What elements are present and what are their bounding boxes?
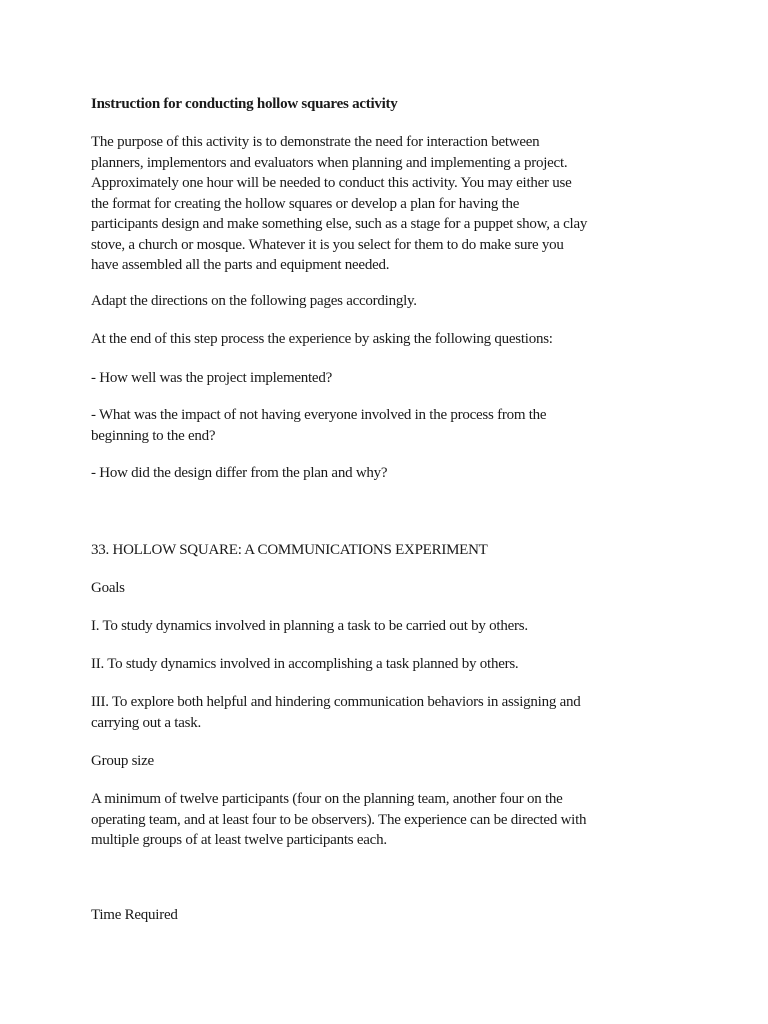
question-3: - How did the design differ from the plan and why? (91, 465, 388, 481)
question-1: - How well was the project implemented? (91, 370, 333, 386)
goal-3 (91, 692, 691, 733)
goal-2: II. To study dynamics involved in accomplishing a task planned by others. (91, 656, 519, 672)
purpose-line: stove, a church or mosque. Whatever it is you select for them to do make sure you (91, 236, 564, 253)
goal-1: I. To study dynamics involved in planning a task to be carried out by others. (91, 618, 528, 634)
purpose-line: The purpose of this activity is to demonstrate the need for interaction between (91, 134, 540, 150)
purpose-line: planners, implementors and evaluators when planning and implementing a project. (91, 154, 568, 171)
group-size-paragraph (91, 789, 691, 851)
group-size-line: A minimum of twelve participants (four on the planning team, another four on the (91, 791, 563, 807)
goal-3-line: carrying out a task. (91, 714, 201, 731)
adapt-paragraph: Adapt the directions on the following pages accordingly. (91, 293, 417, 309)
purpose-line: the format for creating the hollow squares or develop a plan for having the (91, 195, 520, 212)
purpose-paragraph (91, 132, 691, 276)
section-heading: 33. HOLLOW SQUARE: A COMMUNICATIONS EXPERIMENT (91, 542, 488, 558)
end-step-paragraph: At the end of this step process the experience by asking the following questions: (91, 331, 553, 347)
document-title: Instruction for conducting hollow squares activity (91, 96, 398, 112)
group-size-line: multiple groups of at least twelve participants each. (91, 832, 387, 848)
purpose-line: have assembled all the parts and equipment needed. (91, 257, 390, 273)
question-2-line: - What was the impact of not having everyone involved in the process from the (91, 407, 547, 423)
goal-3-line: III. To explore both helpful and hindering communication behaviors in assigning and (91, 694, 581, 710)
group-size-line: operating team, and at least four to be observers). The experience can be directed with (91, 811, 587, 828)
question-2 (91, 405, 691, 446)
goals-heading: Goals (91, 580, 125, 596)
purpose-line: participants design and make something else, such as a stage for a puppet show, a clay (91, 216, 588, 232)
purpose-line: Approximately one hour will be needed to conduct this activity. You may either use (91, 175, 572, 191)
group-size-heading: Group size (91, 753, 154, 769)
question-2-line: beginning to the end? (91, 427, 216, 444)
time-required-heading: Time Required (91, 907, 178, 923)
